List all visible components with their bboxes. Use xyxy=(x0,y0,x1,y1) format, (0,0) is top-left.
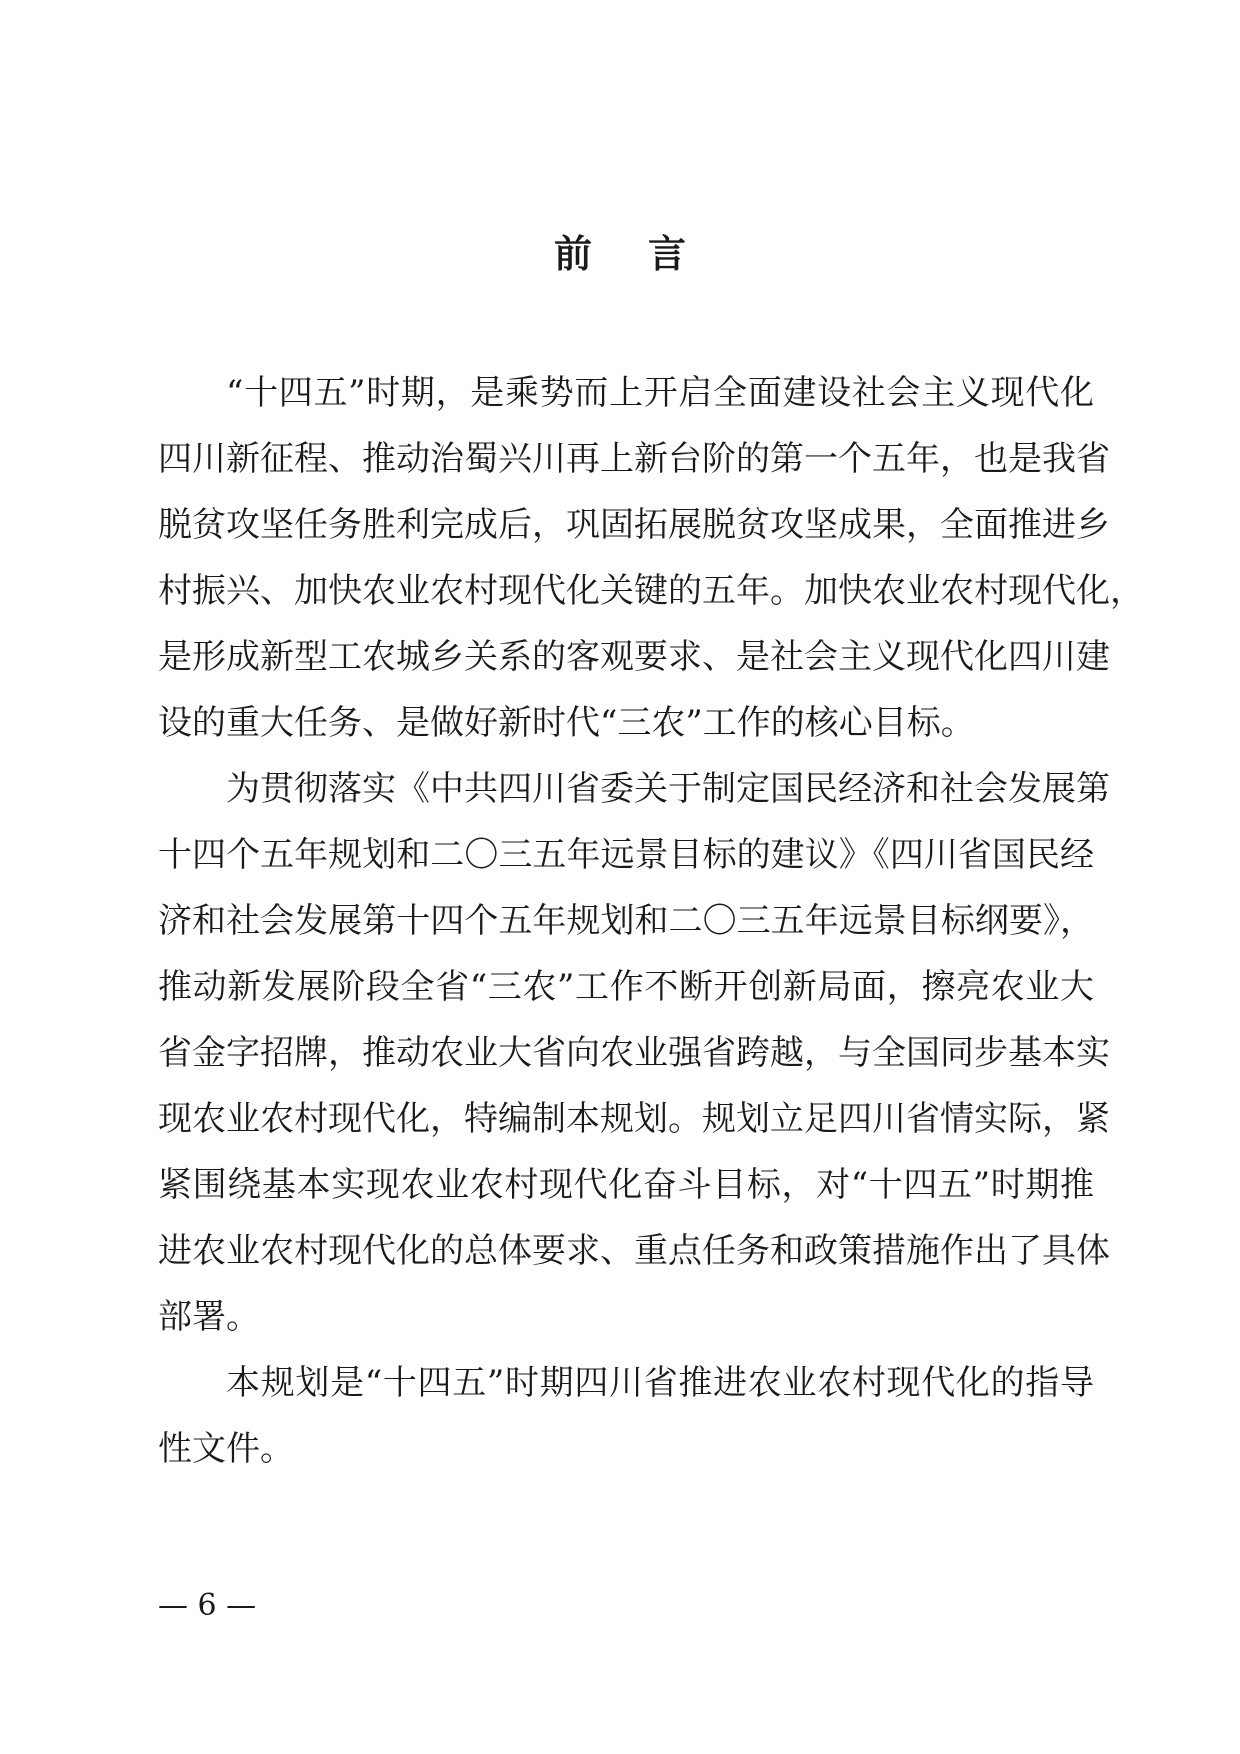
paragraph-1-line: 四川新征程、推动治蜀兴川再上新台阶的第一个五年，也是我省 xyxy=(158,439,1110,479)
paragraph-3-line: 性文件。 xyxy=(158,1429,294,1469)
paragraph-2-line: 进农业农村现代化的总体要求、重点任务和政策措施作出了具体 xyxy=(158,1231,1110,1271)
paragraph-1-line: “十四五”时期，是乘势而上开启全面建设社会主义现代化 xyxy=(226,373,1094,413)
paragraph-1-line: 脱贫攻坚任务胜利完成后，巩固拓展脱贫攻坚成果，全面推进乡 xyxy=(158,505,1110,545)
document-body xyxy=(158,360,1144,1482)
page-number: — 6 — xyxy=(158,1588,257,1623)
paragraph-1-line: 是形成新型工农城乡关系的客观要求、是社会主义现代化四川建 xyxy=(158,637,1110,677)
page-title xyxy=(0,228,1240,280)
paragraph-2-line: 紧围绕基本实现农业农村现代化奋斗目标，对“十四五”时期推 xyxy=(158,1165,1094,1205)
paragraph-2-line: 部署。 xyxy=(158,1297,260,1337)
paragraph-1-line: 设的重大任务、是做好新时代“三农”工作的核心目标。 xyxy=(158,703,975,743)
paragraph-2-line: 推动新发展阶段全省“三农”工作不断开创新局面，擦亮农业大 xyxy=(158,967,1094,1007)
paragraph-2-line: 为贯彻落实《中共四川省委关于制定国民经济和社会发展第 xyxy=(226,769,1110,809)
paragraph-2-line: 省金字招牌，推动农业大省向农业强省跨越，与全国同步基本实 xyxy=(158,1033,1110,1073)
paragraph-2-line: 济和社会发展第十四个五年规划和二〇三五年远景目标纲要》， xyxy=(158,901,1094,941)
paragraph-2-line: 十四个五年规划和二〇三五年远景目标的建议》《四川省国民经 xyxy=(158,835,1094,875)
paragraph-1-line: 村振兴、加快农业农村现代化关键的五年。加快农业农村现代化， xyxy=(158,571,1144,611)
title-char-2: 言 xyxy=(648,232,687,276)
paragraph-3-line: 本规划是“十四五”时期四川省推进农业农村现代化的指导 xyxy=(226,1363,1094,1403)
paragraph-2-line: 现农业农村现代化，特编制本规划。规划立足四川省情实际，紧 xyxy=(158,1099,1110,1139)
title-char-1: 前 xyxy=(553,232,592,276)
